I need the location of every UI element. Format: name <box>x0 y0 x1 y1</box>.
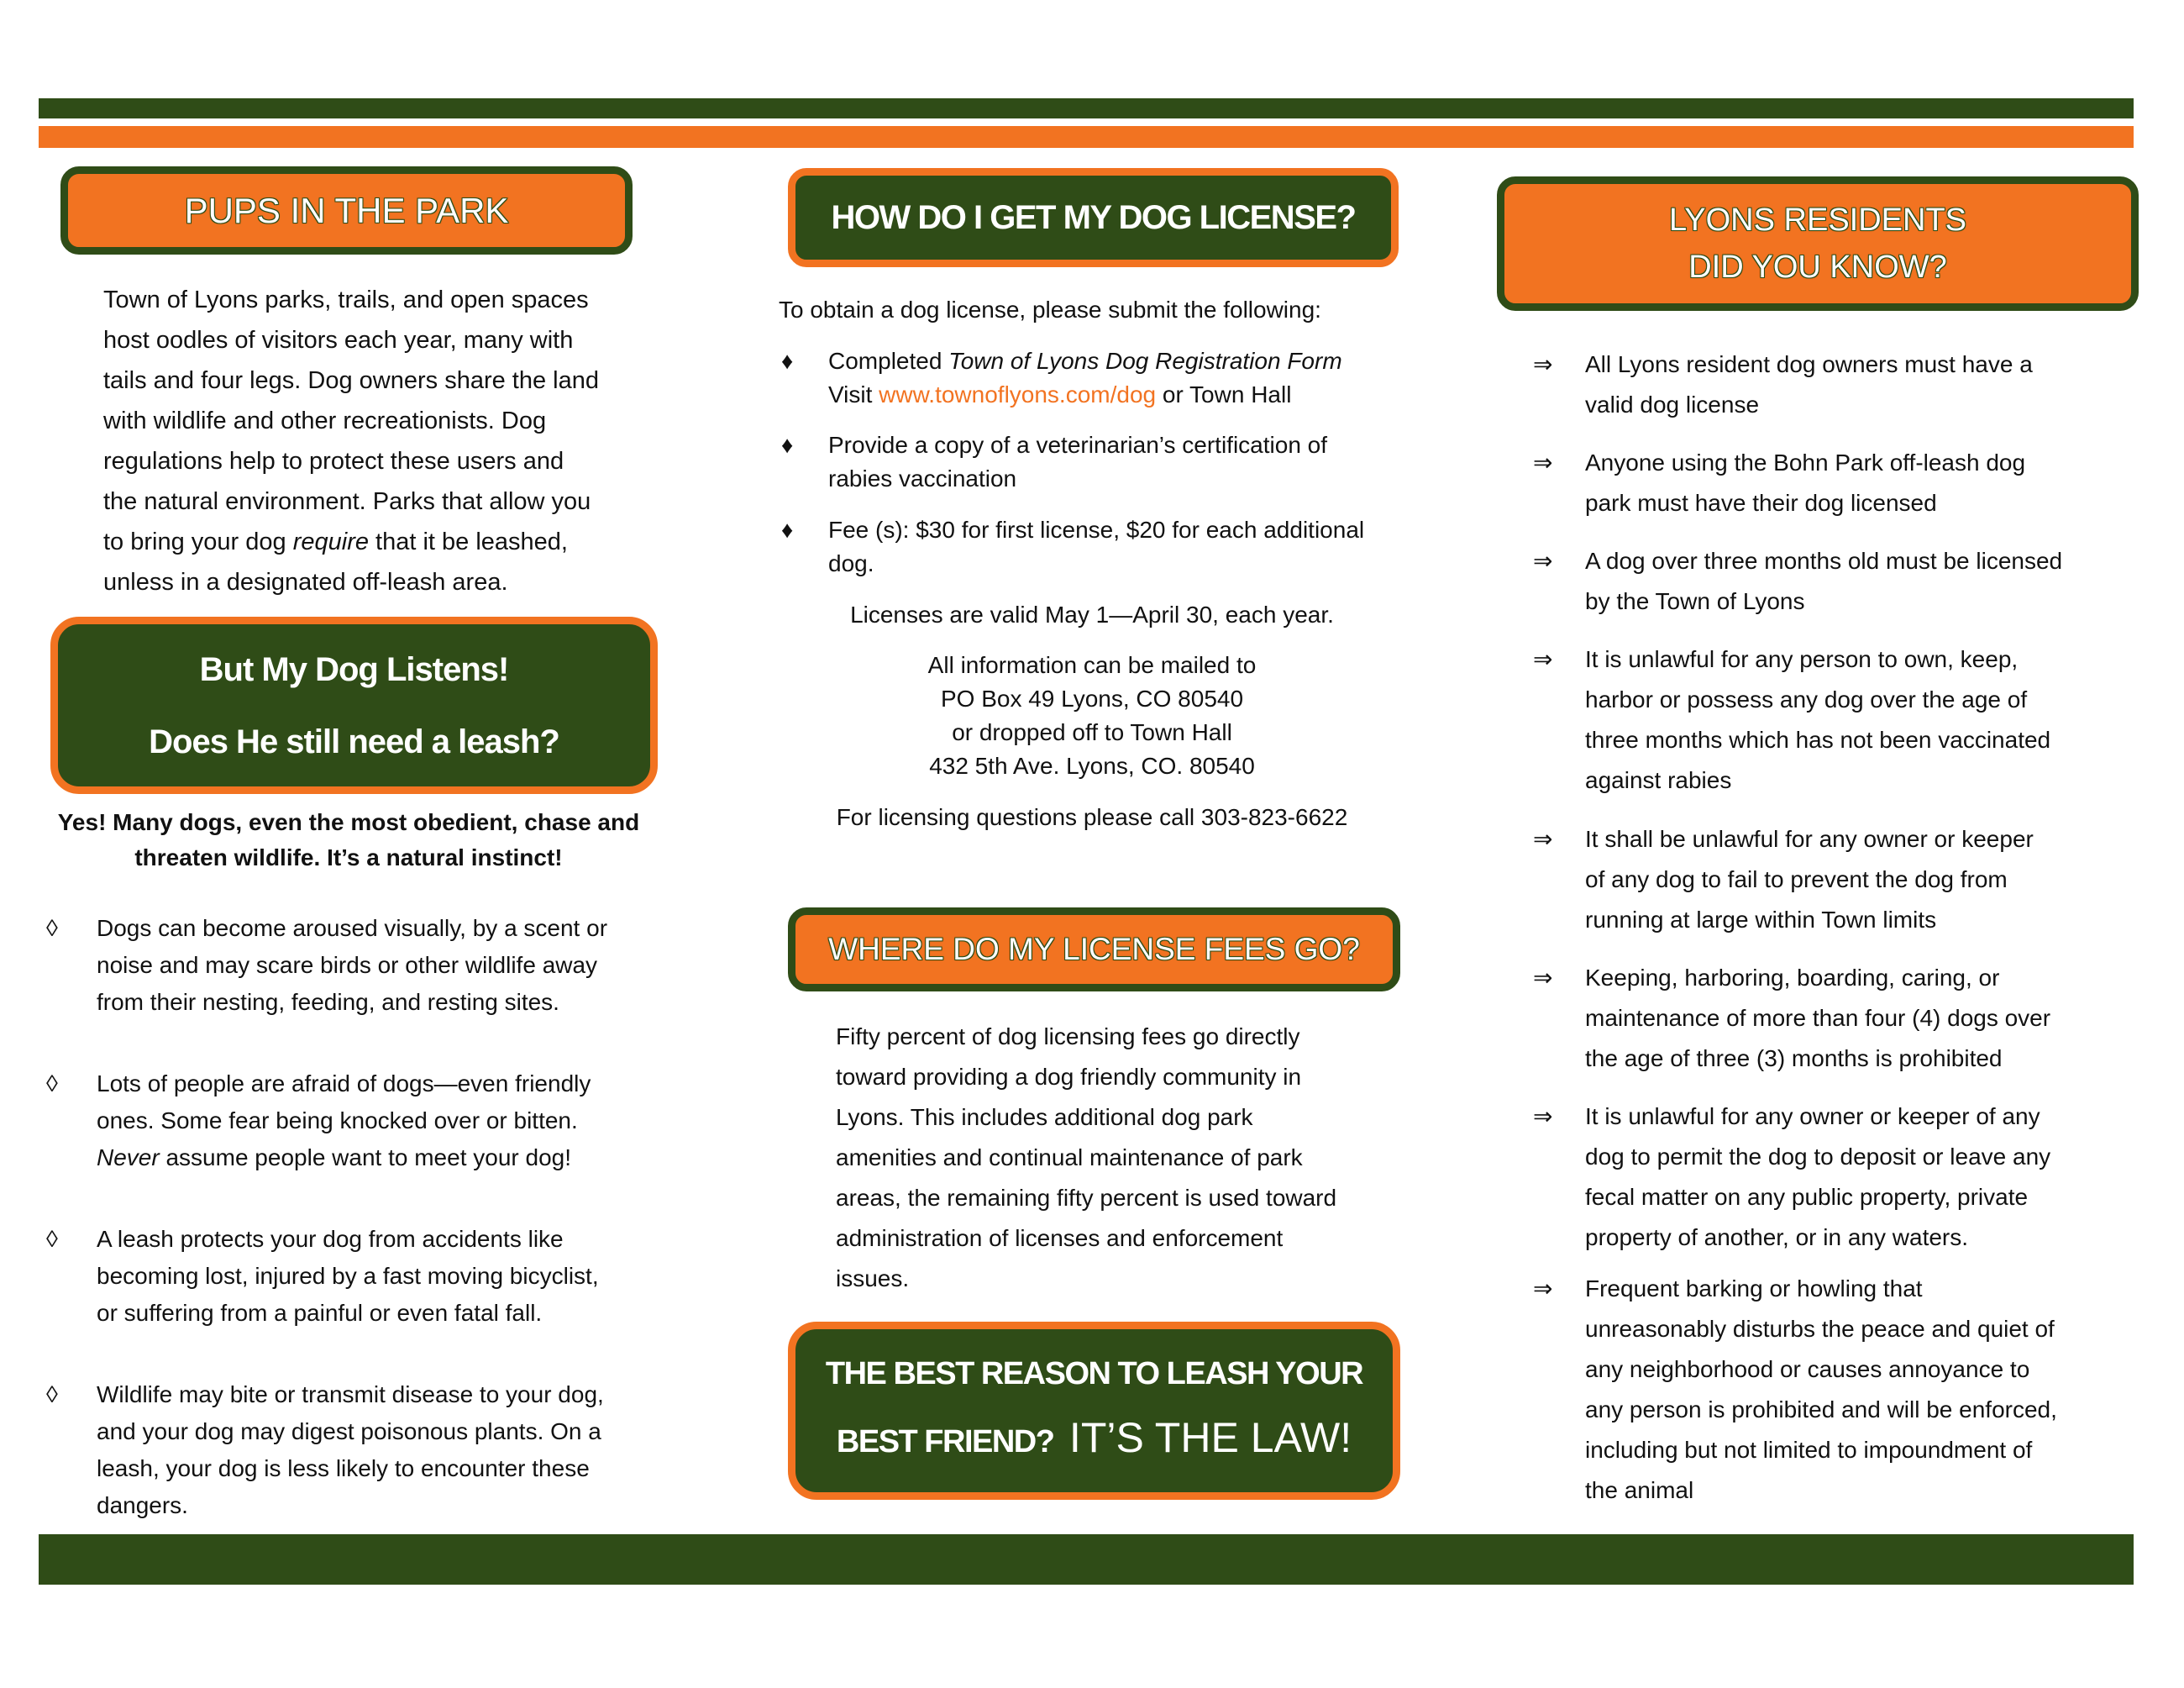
fact-line: maintenance of more than four (4) dogs over <box>1585 1005 2051 1031</box>
top-green-bar <box>39 98 2134 118</box>
requirement-text: Completed <box>828 348 949 374</box>
intro-emphasis: require <box>292 528 369 555</box>
requirement-line: rabies vaccination <box>828 465 1017 492</box>
its-the-law-callout <box>788 1322 1400 1500</box>
fact-line: harbor or possess any dog over the age of <box>1585 686 2028 713</box>
requirement-line <box>828 378 1403 412</box>
fact-item <box>1533 443 2138 523</box>
fact-line: dog to permit the dog to deposit or leave any <box>1585 1144 2051 1170</box>
reason-line: or suffering from a painful or even fatal fall. <box>97 1300 543 1326</box>
requirement-item <box>781 344 1403 412</box>
callout-line-2: Does He still need a leash? <box>149 723 559 760</box>
requirement-line: Provide a copy of a veterinarian’s certification of <box>828 432 1328 458</box>
fees-line: amenities and continual maintenance of park <box>836 1144 1303 1170</box>
fact-line: Keeping, harboring, boarding, caring, or <box>1585 965 2000 991</box>
fact-item <box>1533 958 2138 1079</box>
reason-line: from their nesting, feeding, and resting sites. <box>97 989 559 1015</box>
fact-line: including but not limited to impoundment of <box>1585 1437 2033 1463</box>
diamond-filled-icon: ♦ <box>781 517 794 543</box>
fees-line: administration of licenses and enforcement <box>836 1225 1284 1251</box>
fact-line: running at large within Town limits <box>1585 907 1937 933</box>
fees-header-title: WHERE DO MY LICENSE FEES GO? <box>828 932 1360 966</box>
top-orange-bar <box>39 126 2134 148</box>
fact-line: three months which has not been vaccinated <box>1585 727 2051 753</box>
diamond-outline-icon: ◊ <box>46 1381 58 1407</box>
reason-emphasis: Never <box>97 1144 160 1170</box>
fact-item <box>1533 344 2138 425</box>
reason-line: Lots of people are afraid of dogs—even friendly <box>97 1070 591 1096</box>
fact-line: Frequent barking or howling that <box>1585 1275 1923 1301</box>
fact-line: valid dog license <box>1585 392 1760 418</box>
fees-line: toward providing a dog friendly community in <box>836 1064 1302 1090</box>
double-arrow-icon: ⇒ <box>1533 646 1553 672</box>
mail-line: or dropped off to Town Hall <box>952 719 1232 745</box>
requirement-text: Visit <box>828 381 879 408</box>
reason-line: Dogs can become aroused visually, by a scent or <box>97 915 608 941</box>
mail-line: 432 5th Ave. Lyons, CO. 80540 <box>929 753 1255 779</box>
intro-line: with wildlife and other recreationists. Dog <box>103 408 547 434</box>
intro-line: the natural environment. Parks that allow you <box>103 488 591 515</box>
requirement-line <box>828 344 1403 378</box>
pups-intro-paragraph <box>103 280 641 602</box>
fact-line: property of another, or in any waters. <box>1585 1224 1969 1250</box>
fact-line: against rabies <box>1585 767 1732 793</box>
reason-item <box>46 1376 655 1524</box>
diamond-outline-icon: ◊ <box>46 1070 58 1096</box>
requirement-item <box>781 513 1403 581</box>
callout-line-1: But My Dog Listens! <box>199 650 509 688</box>
requirement-item <box>781 429 1403 496</box>
fact-line: the age of three (3) months is prohibited <box>1585 1045 2003 1071</box>
double-arrow-icon: ⇒ <box>1533 548 1553 574</box>
license-fees-header <box>788 907 1400 991</box>
leash-answer <box>34 805 664 876</box>
fees-line: Fifty percent of dog licensing fees go directly <box>836 1023 1300 1049</box>
mail-line: PO Box 49 Lyons, CO 80540 <box>940 686 1244 712</box>
reason-line <box>97 1139 655 1176</box>
mail-line: All information can be mailed to <box>927 652 1257 678</box>
diamond-filled-icon: ♦ <box>781 348 794 374</box>
fact-line: of any dog to fail to prevent the dog from <box>1585 866 2008 892</box>
fact-line: park must have their dog licensed <box>1585 490 1937 516</box>
intro-line: unless in a designated off-leash area. <box>103 569 508 596</box>
mailing-info <box>781 649 1403 783</box>
fact-line: Anyone using the Bohn Park off-leash dog <box>1585 450 2026 476</box>
reason-line: leash, your dog is less likely to encounter these <box>97 1455 590 1481</box>
fact-line: It is unlawful for any owner or keeper of any <box>1585 1103 2040 1129</box>
double-arrow-icon: ⇒ <box>1533 450 1553 476</box>
reason-line: dangers. <box>97 1492 188 1518</box>
requirement-line: Fee (s): $30 for first license, $20 for each additional <box>828 517 1365 543</box>
bottom-green-bar <box>39 1534 2134 1585</box>
double-arrow-icon: ⇒ <box>1533 1103 1553 1129</box>
license-validity: Licenses are valid May 1—April 30, each year. <box>850 602 1334 628</box>
fact-line: any person is prohibited and will be enforced, <box>1585 1396 2057 1422</box>
double-arrow-icon: ⇒ <box>1533 826 1553 852</box>
pups-in-the-park-header <box>60 166 633 255</box>
reason-line: ones. Some fear being knocked over or bitten. <box>97 1107 578 1133</box>
reason-item <box>46 1065 655 1176</box>
intro-line: tails and four legs. Dog owners share the land <box>103 367 600 394</box>
fact-line: fecal matter on any public property, private <box>1585 1184 2029 1210</box>
fact-item <box>1533 541 2138 622</box>
pups-header-title: PUPS IN THE PARK <box>184 190 509 230</box>
requirement-text: or Town Hall <box>1156 381 1292 408</box>
diamond-outline-icon: ◊ <box>46 1226 58 1252</box>
reason-item <box>46 1221 655 1332</box>
best-friend-text: BEST FRIEND? <box>836 1423 1054 1459</box>
double-arrow-icon: ⇒ <box>1533 965 1553 991</box>
licensing-phone: For licensing questions please call 303-823-6622 <box>836 804 1348 830</box>
answer-line-2: threaten wildlife. It’s a natural instinct! <box>134 844 563 870</box>
law-line-2 <box>837 1406 1352 1480</box>
reason-line: becoming lost, injured by a fast moving bicyclist, <box>97 1263 599 1289</box>
reason-line: noise and may scare birds or other wildlife away <box>97 952 598 978</box>
reason-line: and your dog may digest poisonous plants. On a <box>97 1418 601 1444</box>
fact-line: All Lyons resident dog owners must have a <box>1585 351 2033 377</box>
how-to-get-license-header <box>788 168 1399 267</box>
residents-header-line-2: DID YOU KNOW? <box>1688 250 1947 285</box>
fees-line: areas, the remaining fifty percent is used toward <box>836 1185 1337 1211</box>
reason-line: A leash protects your dog from accidents like <box>97 1226 564 1252</box>
double-arrow-icon: ⇒ <box>1533 1275 1553 1301</box>
answer-line-1: Yes! Many dogs, even the most obedient, chase and <box>57 809 640 835</box>
diamond-outline-icon: ◊ <box>46 915 58 941</box>
but-my-dog-listens-callout <box>50 617 658 794</box>
fact-line: any neighborhood or causes annoyance to <box>1585 1356 2030 1382</box>
fact-item <box>1533 1096 2138 1258</box>
reason-text: assume people want to meet your dog! <box>159 1144 571 1170</box>
fact-line: by the Town of Lyons <box>1585 588 1805 614</box>
fact-line: It shall be unlawful for any owner or keeper <box>1585 826 2034 852</box>
intro-line: Town of Lyons parks, trails, and open spaces <box>103 287 589 313</box>
fact-line: the animal <box>1585 1477 1694 1503</box>
diamond-filled-icon: ♦ <box>781 432 794 458</box>
fact-line: It is unlawful for any person to own, keep, <box>1585 646 2019 672</box>
intro-text: to bring your dog <box>103 528 293 555</box>
residents-header-line-1: LYONS RESIDENTS <box>1668 202 1967 238</box>
town-website-link[interactable]: www.townoflyons.com/dog <box>879 381 1157 408</box>
law-line-1: THE BEST REASON TO LEASH YOUR <box>825 1355 1363 1391</box>
double-arrow-icon: ⇒ <box>1533 351 1553 377</box>
intro-line: host oodles of visitors each year, many with <box>103 327 574 354</box>
fees-line: issues. <box>836 1265 910 1291</box>
fact-line: unreasonably disturbs the peace and quiet of <box>1585 1316 2055 1342</box>
fees-paragraph <box>836 1017 1390 1299</box>
license-header-title: HOW DO I GET MY DOG LICENSE? <box>831 198 1356 236</box>
fees-line: Lyons. This includes additional dog park <box>836 1104 1253 1130</box>
requirement-line: dog. <box>828 550 874 576</box>
lyons-residents-header <box>1497 176 2139 311</box>
license-intro: To obtain a dog license, please submit the following: <box>779 297 1321 323</box>
reason-item <box>46 910 655 1021</box>
fact-item <box>1533 819 2138 940</box>
intro-line: regulations help to protect these users and <box>103 448 564 475</box>
intro-text: that it be leashed, <box>368 528 568 555</box>
registration-form-name: Town of Lyons Dog Registration Form <box>948 348 1342 374</box>
reason-line: Wildlife may bite or transmit disease to your dog, <box>97 1381 604 1407</box>
fact-item <box>1533 1269 2138 1511</box>
its-the-law-text: IT’S THE LAW! <box>1068 1413 1352 1461</box>
fact-item <box>1533 639 2138 801</box>
fact-line: A dog over three months old must be licensed <box>1585 548 2063 574</box>
intro-line <box>103 522 641 562</box>
